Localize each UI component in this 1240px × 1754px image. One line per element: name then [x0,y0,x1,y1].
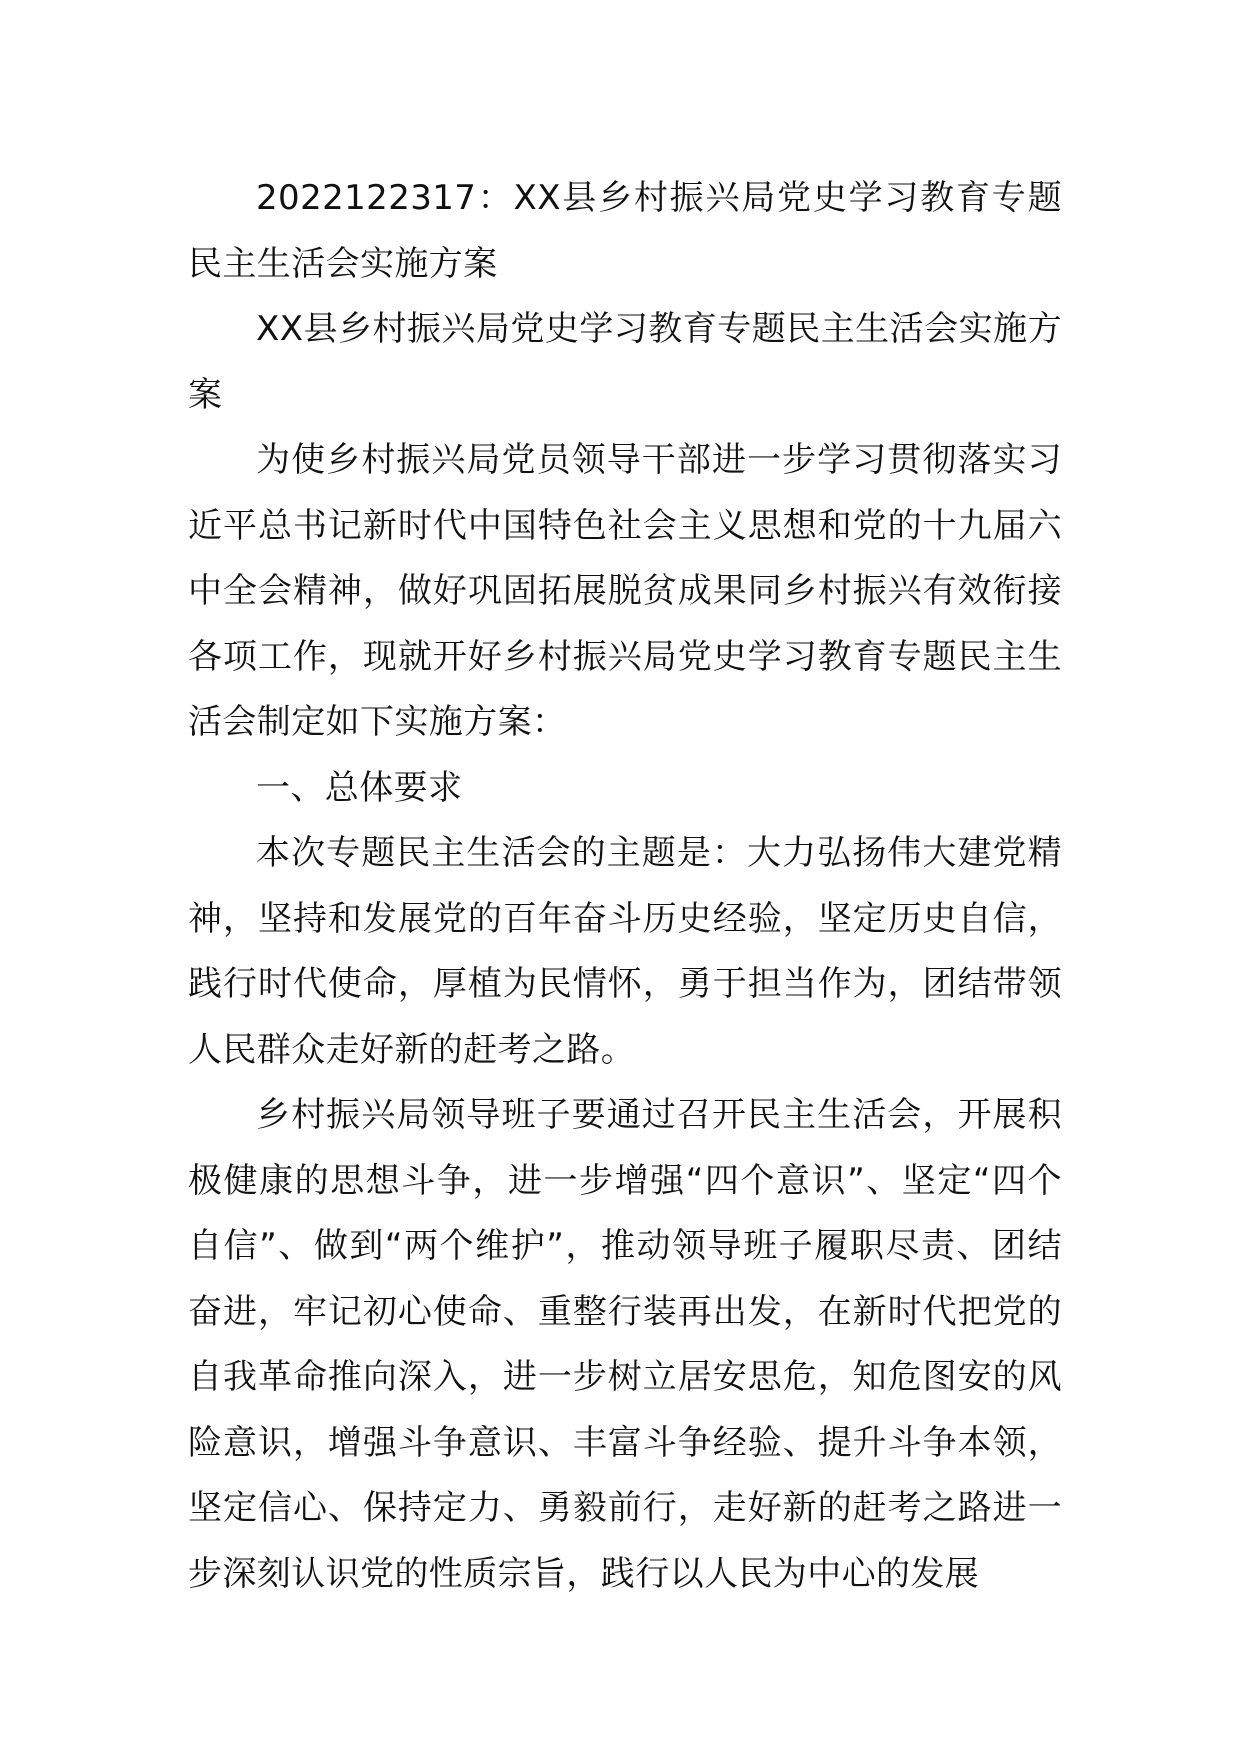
intro-paragraph: 为使乡村振兴局党员领导干部进一步学习贯彻落实习近平总书记新时代中国特色社会主义思想和党的十九届六中全会精神，做好巩固拓展脱贫成果同乡村振兴有效衔接各项工作，现就开好乡村振兴局党史学习教育专题民主生活会制定如下实施方案： [188,440,1062,742]
theme-paragraph: 本次专题民主生活会的主题是：大力弘扬伟大建党精神，坚持和发展党的百年奋斗历史经验，坚定历史自信，践行时代使命，厚植为民情怀，勇于担当作为，团结带领人民群众走好新的赶考之路。 [188,833,1062,1070]
document-heading: XX县乡村振兴局党史学习教育专题民主生活会实施方案 [188,309,1062,415]
section-heading-general-requirements: 一、总体要求 [256,767,463,808]
objectives-paragraph: 乡村振兴局领导班子要通过召开民主生活会，开展积极健康的思想斗争，进一步增强“四个意识”、坚定“四个自信”、做到“两个维护”，推动领导班子履职尽责、团结奋进，牢记初心使命、重整行装再出发，在新时代把党的自我革命推向深入，进一步树立居安思危，知危图安的风险意识，增强斗争意识、丰富斗争经验、提升斗争本领，坚定信心、保持定力、勇毅前行，走好新的赶考之路进一步深刻认识党的性质宗旨，践行以人民为中心的发展 [188,1095,1062,1594]
document-title-line: 2022122317：XX县乡村振兴局党史学习教育专题民主生活会实施方案 [188,178,1062,284]
document-body [188,166,1062,1607]
